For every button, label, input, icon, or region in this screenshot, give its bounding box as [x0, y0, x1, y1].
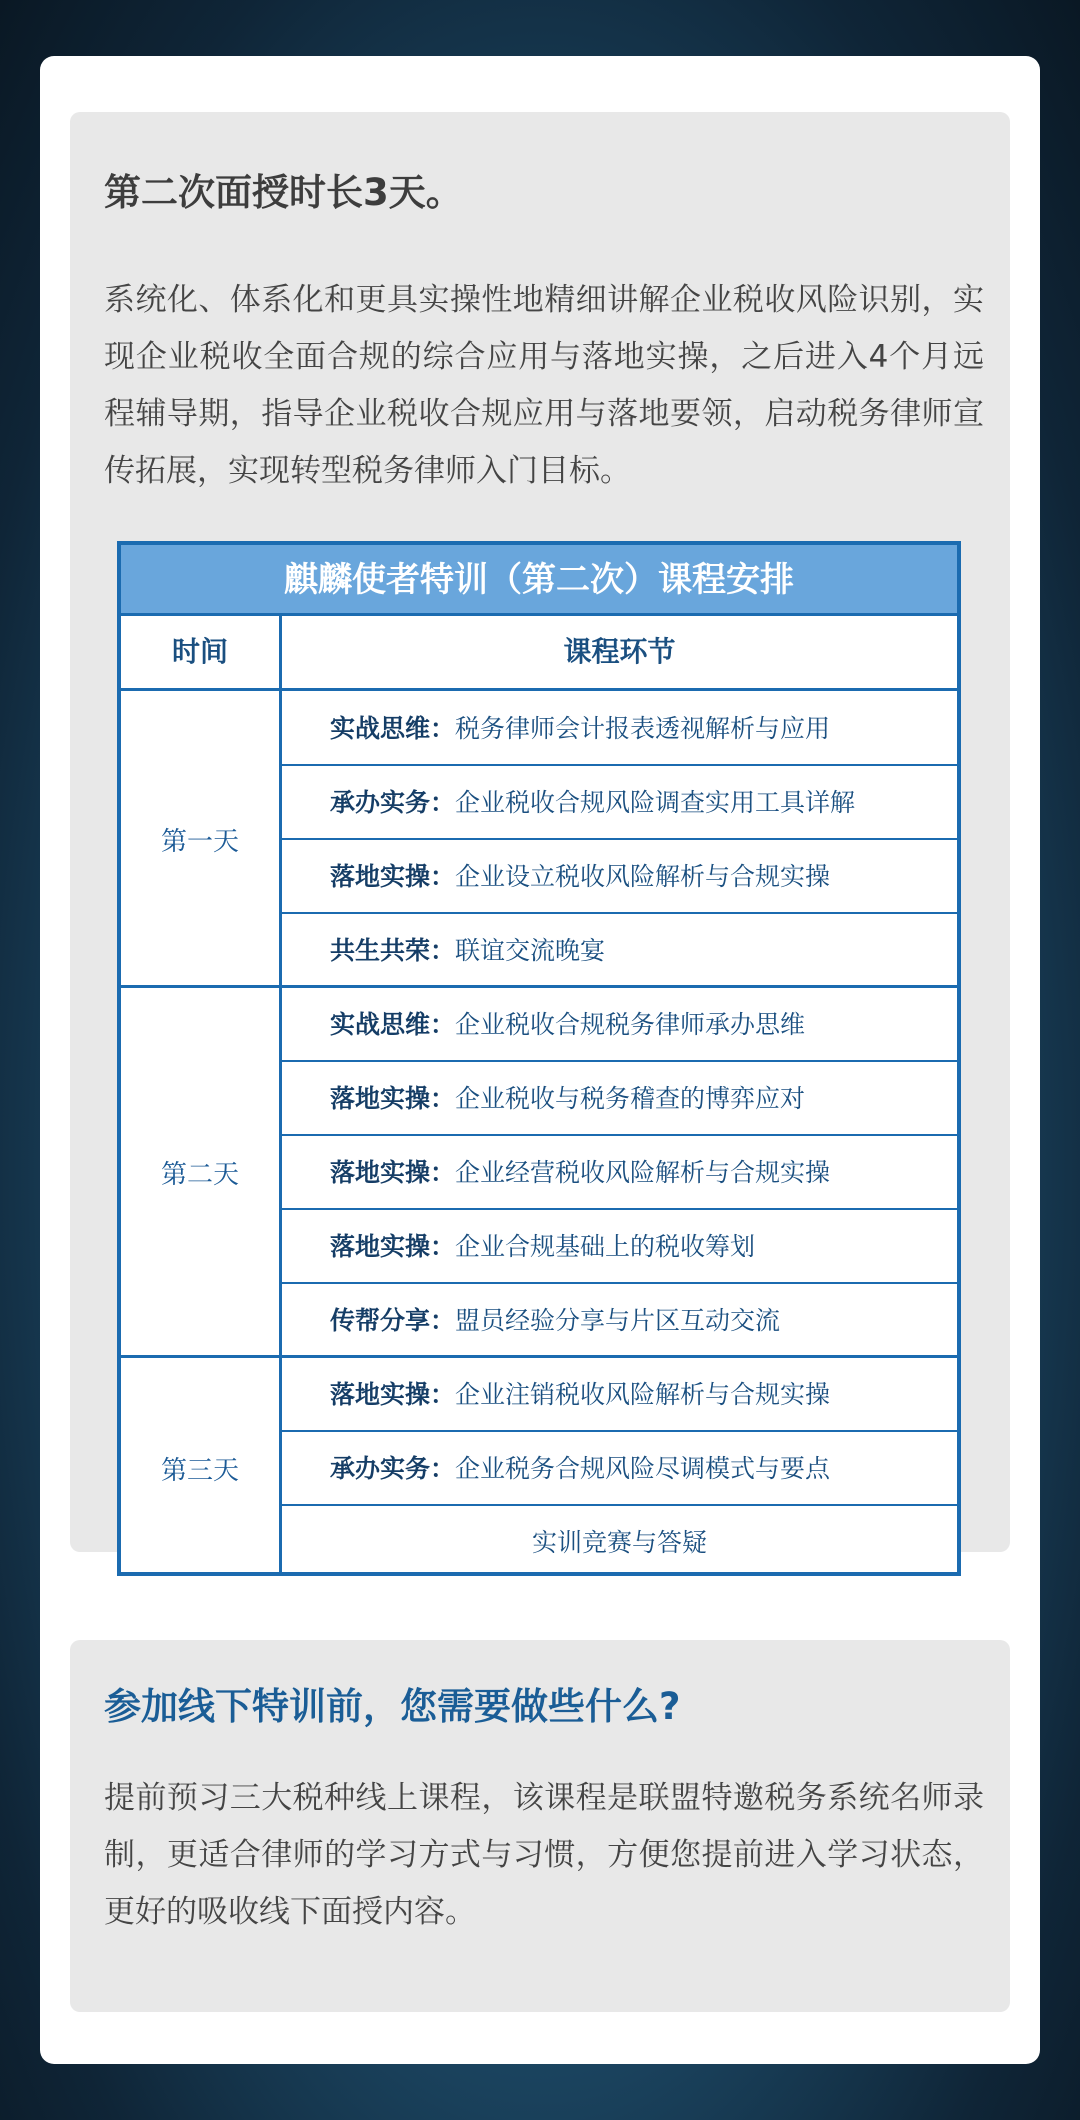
item-category: 落地实操：: [330, 1380, 456, 1409]
section-heading: 第二次面授时长3天。: [104, 171, 463, 214]
item-category: 落地实操：: [330, 862, 456, 891]
item-text: 企业税务合规风险尽调模式与要点: [455, 1454, 831, 1483]
item-category: 共生共荣：: [330, 936, 456, 965]
item-category: 承办实务：: [330, 788, 456, 817]
course-item: [282, 1283, 957, 1355]
item-text: 企业税收合规风险调查实用工具详解: [455, 788, 856, 817]
preparation-heading: 参加线下特训前，您需要做些什么?: [104, 1685, 681, 1728]
item-text: 企业注销税收风险解析与合规实操: [455, 1380, 831, 1409]
item-category: 实战思维：: [330, 714, 456, 743]
preparation-paragraph: 提前预习三大税种线上课程，该课程是联盟特邀税务系统名师录制，更适合律师的学习方式与习惯，方便您提前进入学习状态，更好的吸收线下面授内容。: [104, 1780, 984, 1930]
item-category: 实战思维：: [330, 1010, 456, 1039]
item-text: 企业税收与税务稽查的博弈应对: [455, 1084, 806, 1113]
table-title: 麒麟使者特训（第二次）课程安排: [121, 545, 957, 616]
course-item: [282, 1505, 957, 1577]
item-category: 承办实务：: [330, 1454, 456, 1483]
item-category: 落地实操：: [330, 1232, 456, 1261]
day-label: 第一天: [160, 826, 239, 857]
course-item: [282, 1357, 957, 1429]
item-category: 落地实操：: [330, 1158, 456, 1187]
day-label: 第三天: [160, 1455, 239, 1486]
item-text: 盟员经验分享与片区互动交流: [455, 1306, 781, 1335]
item-text: 企业税收合规税务律师承办思维: [455, 1010, 806, 1039]
course-item: [282, 1135, 957, 1207]
header-course: 课程环节: [563, 635, 676, 668]
course-item: [282, 691, 957, 763]
course-info-panel: [70, 112, 1010, 1557]
item-text: 实训竞赛与答疑: [531, 1528, 707, 1557]
outer-card: [40, 56, 1040, 2064]
schedule-table: [117, 541, 961, 1576]
item-category: 传帮分享：: [330, 1306, 456, 1335]
course-item: [282, 1431, 957, 1503]
section-paragraph: 系统化、体系化和更具实操性地精细讲解企业税收风险识别，实现企业税收全面合规的综合应用与落地实操，之后进入4个月远程辅导期，指导企业税收合规应用与落地要领，启动税务律师宣传拓展，实现转型税务律师入门目标。: [104, 282, 984, 489]
item-text: 联谊交流晚宴: [455, 936, 606, 965]
preparation-panel: [70, 1640, 1010, 2012]
course-item: [282, 839, 957, 911]
item-category: 落地实操：: [330, 1084, 456, 1113]
table-header-row: [121, 616, 957, 691]
course-item: [282, 1209, 957, 1281]
header-time: 时间: [171, 635, 228, 668]
course-item: [282, 987, 957, 1059]
course-item: [282, 913, 957, 985]
item-text: 企业设立税收风险解析与合规实操: [455, 862, 831, 891]
course-item: [282, 765, 957, 837]
day-label: 第二天: [160, 1159, 239, 1190]
item-text: 税务律师会计报表透视解析与应用: [455, 714, 831, 743]
item-text: 企业经营税收风险解析与合规实操: [455, 1158, 831, 1187]
course-item: [282, 1061, 957, 1133]
item-text: 企业合规基础上的税收筹划: [455, 1232, 756, 1261]
